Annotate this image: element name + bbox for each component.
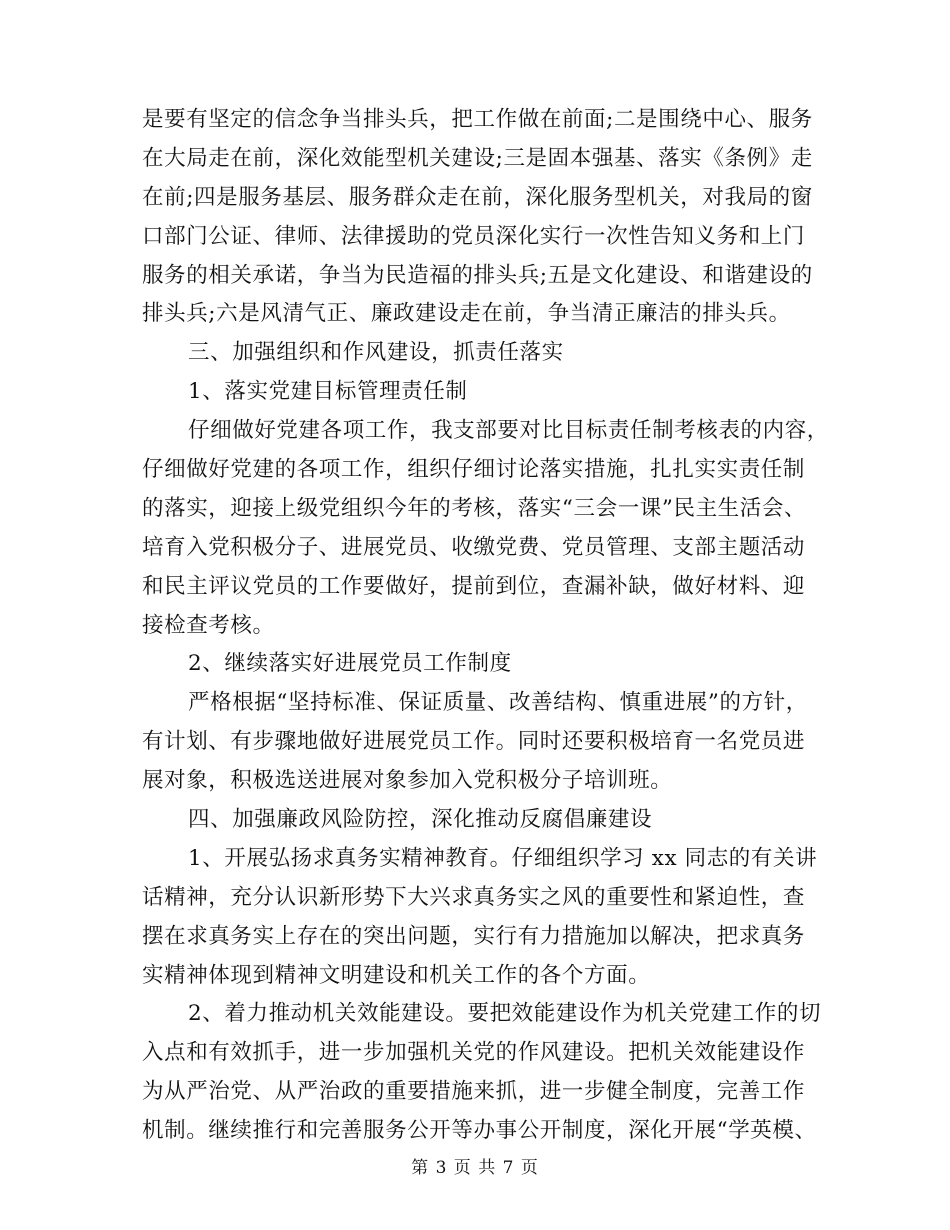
text-line: 和民主评议党员的工作要做好，提前到位，查漏补缺，做好材料、迎 (142, 573, 806, 599)
text-line: 仔细做好党建各项工作，我支部要对比目标责任制考核表的内容， (188, 418, 829, 444)
text-line: 仔细做好党建的各项工作，组织仔细讨论落实措施，扎扎实实责任制 (142, 457, 806, 483)
text-line: 2、着力推动机关效能建设。要把效能建设作为机关党建工作的切 (188, 1001, 822, 1027)
text-line: 为从严治党、从严治政的重要措施来抓，进一步健全制度，完善工作 (142, 1079, 806, 1105)
text-line: 的落实，迎接上级党组织今年的考核，落实“三会一课”民主生活会、 (142, 495, 807, 521)
text-line: 1、落实党建目标管理责任制 (188, 379, 468, 405)
text-line: 三、加强组织和作风建设，抓责任落实 (188, 340, 564, 366)
text-line: 培育入党积极分子、进展党员、收缴党费、党员管理、支部主题活动 (142, 534, 806, 560)
document-body (142, 101, 829, 1151)
text-line: 是要有坚定的信念争当排头兵，把工作做在前面;二是围绕中心、服务 (142, 107, 813, 132)
text-line: 话精神，充分认识新形势下大兴求真务实之风的重要性和紧迫性，查 (142, 884, 806, 910)
text-line: 四、加强廉政风险防控，深化推动反腐倡廉建设 (188, 807, 653, 833)
text-line: 在前;四是服务基层、服务群众走在前，深化服务型机关，对我局的窗 (142, 184, 813, 210)
text-line: 在大局走在前，深化效能型机关建设;三是固本强基、落实《条例》走 (142, 145, 813, 171)
text-line: 机制。继续推行和完善服务公开等办事公开制度，深化开展“学英模、 (142, 1118, 817, 1144)
text-line: 2、继续落实好进展党员工作制度 (188, 651, 512, 677)
text-line: 1、开展弘扬求真务实精神教育。仔细组织学习 xx 同志的有关讲 (188, 845, 818, 871)
text-line: 展对象，积极选送进展对象参加入党积极分子培训班。 (142, 768, 673, 794)
text-line: 入点和有效抓手，进一步加强机关党的作风建设。把机关效能建设作 (142, 1040, 806, 1066)
text-line: 有计划、有步骤地做好进展党员工作。同时还要积极培育一名党员进 (142, 729, 806, 755)
text-line: 摆在求真务实上存在的突出问题，实行有力措施加以解决，把求真务 (142, 923, 806, 949)
text-line: 口部门公证、律师、法律援助的党员深化实行一次性告知义务和上门 (142, 223, 806, 249)
text-line: 实精神体现到精神文明建设和机关工作的各个方面。 (142, 962, 651, 988)
text-line: 接检查考核。 (142, 612, 275, 638)
text-line: 排头兵;六是风清气正、廉政建设走在前，争当清正廉洁的排头兵。 (142, 301, 791, 327)
text-line: 严格根据“坚持标准、保证质量、改善结构、慎重进展”的方针， (188, 690, 808, 716)
page-number-footer: 第 3 页 共 7 页 (411, 1158, 539, 1178)
text-line: 服务的相关承诺，争当为民造福的排头兵;五是文化建设、和谐建设的 (142, 262, 813, 288)
